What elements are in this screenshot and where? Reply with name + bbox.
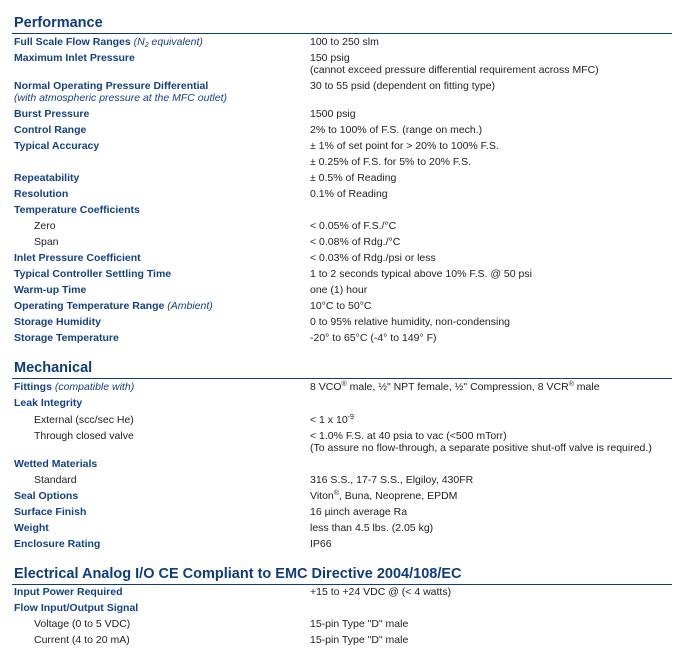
spec-label-flow-signal: Flow Input/Output Signal (14, 602, 139, 614)
section-rule (12, 584, 672, 585)
spec-label-voltage: Voltage (0 to 5 VDC) (34, 618, 131, 630)
spec-value-operating-temperature: 10°C to 50°C (310, 300, 372, 312)
spec-value-weight: less than 4.5 lbs. (2.05 kg) (310, 522, 434, 534)
spec-label-seal-options: Seal Options (14, 490, 79, 502)
spec-value-control-range: 2% to 100% of F.S. (range on mech.) (310, 124, 483, 136)
spec-value-accuracy-2: ± 0.25% of F.S. for 5% to 20% F.S. (310, 156, 472, 168)
spec-label-temperature-coefficients: Temperature Coefficients (14, 204, 140, 216)
spec-value-input-power: +15 to +24 VDC @ (< 4 watts) (310, 586, 452, 598)
spec-label-repeatability: Repeatability (14, 172, 80, 184)
spec-label-fittings: Fittings (compatible with) (14, 381, 135, 393)
spec-note-pressure-differential: (with atmospheric pressure at the MFC outlet) (14, 92, 227, 104)
spec-label-storage-temperature: Storage Temperature (14, 332, 119, 344)
spec-value-seal-options: Viton®, Buna, Neoprene, EPDM (310, 490, 458, 502)
spec-label-external-leak: External (scc/sec He) (34, 414, 134, 426)
spec-label-flow-ranges: Full Scale Flow Ranges ($N_2$ equivalent) (14, 36, 203, 49)
spec-label-operating-temperature: Operating Temperature Range (Ambient) (14, 300, 213, 312)
spec-label-closed-valve: Through closed valve (34, 430, 134, 442)
spec-value-resolution: 0.1% of Reading (310, 188, 388, 200)
spec-label-burst-pressure: Burst Pressure (14, 108, 90, 120)
spec-value-enclosure-rating: IP66 (310, 538, 332, 550)
spec-value-burst-pressure: 1500 psig (310, 108, 356, 120)
spec-label-storage-humidity: Storage Humidity (14, 316, 101, 328)
spec-value-span: < 0.08% of Rdg./°C (310, 236, 401, 248)
spec-label-enclosure-rating: Enclosure Rating (14, 538, 101, 550)
spec-label-inlet-pressure-coefficient: Inlet Pressure Coefficient (14, 252, 141, 264)
spec-value-pressure-differential: 30 to 55 psid (dependent on fitting type) (310, 80, 496, 92)
spec-label-surface-finish: Surface Finish (14, 506, 87, 518)
spec-label-pressure-differential: Normal Operating Pressure Differential (14, 80, 209, 92)
section-title-mechanical: Mechanical (14, 360, 93, 376)
spec-label-settling-time: Typical Controller Settling Time (14, 268, 172, 280)
spec-value-settling-time: 1 to 2 seconds typical above 10% F.S. @ 50 psi (310, 268, 532, 280)
spec-label-warmup-time: Warm-up Time (14, 284, 87, 296)
spec-label-weight: Weight (14, 522, 49, 534)
section-rule (12, 378, 672, 379)
spec-value-inlet-pressure-note: (cannot exceed pressure differential requirement across MFC) (310, 64, 599, 76)
spec-value-flow-ranges: 100 to 250 slm (310, 36, 379, 48)
spec-value-warmup-time: one (1) hour (310, 284, 368, 296)
spec-value-voltage: 15-pin Type "D" male (310, 618, 409, 630)
spec-value-current: 15-pin Type "D" male (310, 634, 409, 646)
spec-label-wetted-materials: Wetted Materials (14, 458, 98, 470)
spec-value-zero: < 0.05% of F.S./°C (310, 220, 397, 232)
spec-label-standard: Standard (34, 474, 77, 486)
spec-label-control-range: Control Range (14, 124, 87, 136)
spec-value-closed-valve-2: (To assure no flow-through, a separate positive shut-off valve is required.) (310, 442, 652, 454)
spec-value-surface-finish: 16 µinch average Ra (310, 506, 408, 518)
spec-label-current: Current (4 to 20 mA) (34, 634, 130, 646)
spec-value-inlet-pressure-coefficient: < 0.03% of Rdg./psi or less (310, 252, 436, 264)
spec-value-storage-temperature: -20° to 65°C (-4° to 149° F) (310, 332, 437, 344)
spec-value-standard: 316 S.S., 17-7 S.S., Elgiloy, 430FR (310, 474, 474, 486)
spec-label-leak-integrity: Leak Integrity (14, 397, 83, 409)
spec-label-zero: Zero (34, 220, 56, 232)
spec-value-fittings: 8 VCO® male, ½" NPT female, ½" Compression, 8 VCR® male (310, 381, 600, 393)
spec-label-accuracy: Typical Accuracy (14, 140, 100, 152)
spec-label-resolution: Resolution (14, 188, 69, 200)
spec-label-span: Span (34, 236, 59, 248)
spec-value-external-leak: < 1 x $10^{-9}$ (310, 414, 354, 426)
section-title-performance: Performance (14, 15, 103, 31)
spec-value-inlet-pressure: 150 psig (310, 52, 350, 64)
spec-label-input-power: Input Power Required (14, 586, 123, 598)
section-rule (12, 33, 672, 34)
spec-label-inlet-pressure: Maximum Inlet Pressure (14, 52, 135, 64)
spec-value-accuracy-1: ± 1% of set point for > 20% to 100% F.S. (310, 140, 499, 152)
section-title-electrical: Electrical Analog I/O CE Compliant to EMC Directive 2004/108/EC (14, 566, 462, 582)
spec-value-storage-humidity: 0 to 95% relative humidity, non-condensing (310, 316, 511, 328)
spec-value-closed-valve-1: < 1.0% F.S. at 40 psia to vac (<500 mTorr) (310, 430, 507, 442)
spec-value-repeatability: ± 0.5% of Reading (310, 172, 397, 184)
